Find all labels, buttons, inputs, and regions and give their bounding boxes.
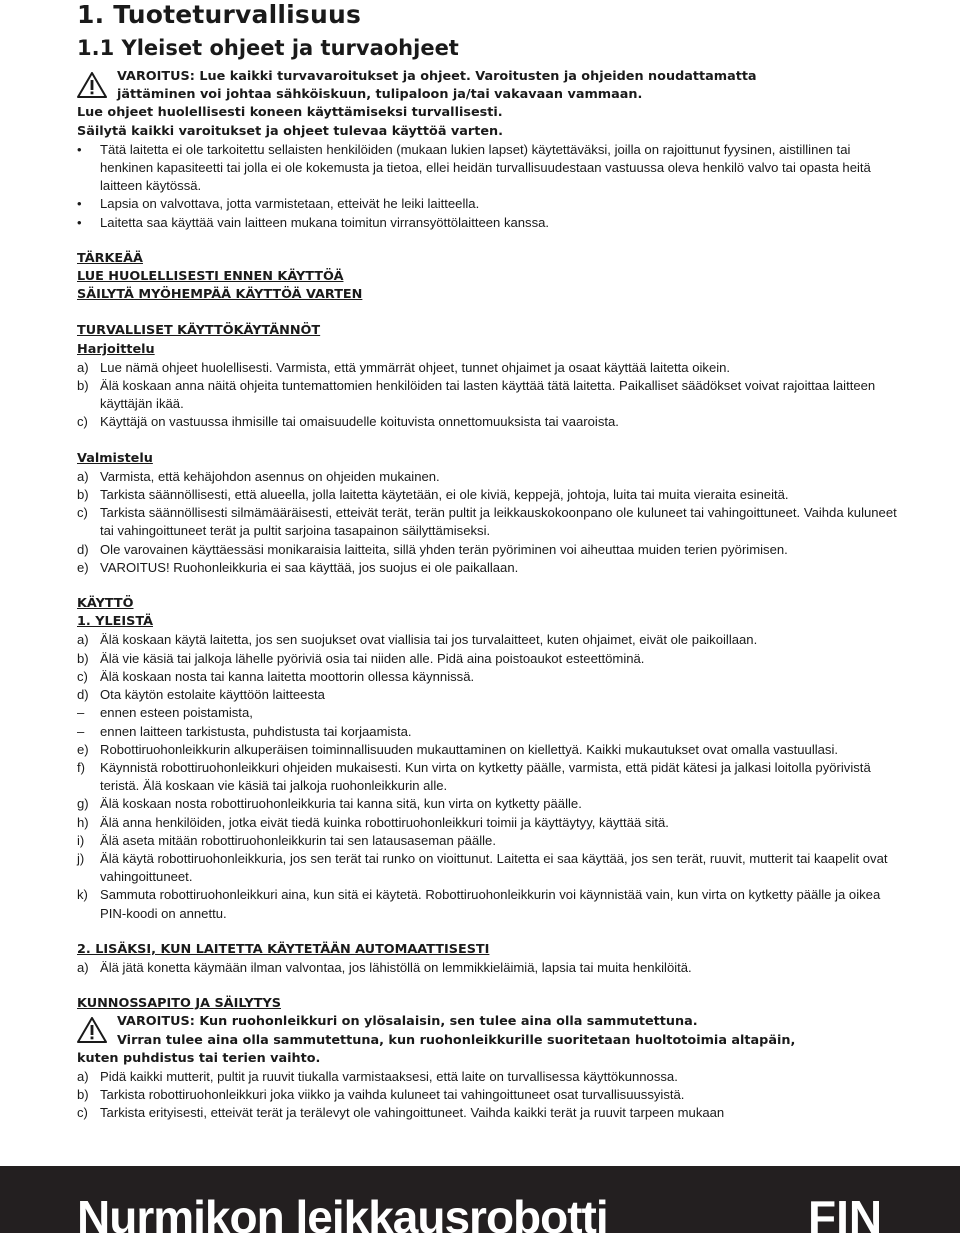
list-marker: a): [77, 959, 89, 975]
page-title: 1. Tuoteturvallisuus: [77, 0, 362, 29]
list-marker: b): [77, 650, 89, 666]
list-marker: d): [77, 687, 89, 703]
list-item-text: Älä koskaan anna näitä ohjeita tuntemattomien henkilöiden tai lasten käyttää tätä laitetta. Paikalliset säädökset voivat rajoittaa laitteen käyttäjän ikää.: [100, 378, 876, 412]
list-item: [77, 723, 897, 741]
bullet-list: [77, 141, 897, 232]
list-marker: e): [77, 559, 89, 575]
list-item-text: ennen esteen poistamista,: [100, 705, 253, 721]
list-marker: –: [77, 723, 85, 739]
list-item: [77, 850, 897, 886]
list-marker: i): [77, 832, 85, 848]
list-item-text: Ota käytön estolaite käyttöön laitteesta: [100, 687, 325, 703]
list-item-text: Älä jätä konetta käymään ilman valvontaa, jos lähistöllä on lemmikkieläimiä, lapsia tai muita henkilöitä.: [100, 959, 692, 975]
list-marker: a): [77, 359, 89, 375]
warning-block: [77, 1013, 897, 1049]
list-item: [77, 195, 897, 213]
list-item: [77, 814, 897, 832]
list-item-text: Älä koskaan käytä laitetta, jos sen suojukset ovat viallisia tai jos turvalaitteet, kuten ohjaimet, eivät ole paikoillaan.: [100, 632, 758, 648]
subsection-heading: Harjoittelu: [77, 341, 155, 357]
warning-line: VAROITUS: Kun ruohonleikkuri on ylösalaisin, sen tulee aina olla sammutettuna.: [117, 1014, 698, 1030]
list-item: [77, 631, 897, 649]
list-item: [77, 559, 897, 577]
warning-line: kuten puhdistus tai terien vaihto.: [77, 1050, 321, 1066]
list-item-text: Älä käytä robottiruohonleikkuria, jos sen terät tai runko on vioittunut. Laitetta ei saa käyttää, jos sen terät, ruuvit, mutterit tai kaapelit ovat vahingoittuneet.: [100, 850, 888, 885]
list-item-text: VAROITUS! Ruohonleikkuria ei saa käyttää, jos suojus ei ole paikallaan.: [100, 559, 519, 575]
maintenance-list: [77, 1068, 897, 1123]
warning-instruction: Lue ohjeet huolellisesti koneen käyttämiseksi turvallisesti.: [77, 105, 503, 121]
list-marker: c): [77, 505, 88, 521]
list-item-text: ennen laitteen tarkistusta, puhdistusta tai korjaamista.: [100, 723, 412, 739]
warning-triangle-icon: [77, 72, 107, 98]
list-item: [77, 959, 897, 977]
important-heading: TÄRKEÄÄ: [77, 250, 143, 266]
list-marker: a): [77, 1068, 89, 1084]
list-marker: c): [77, 668, 88, 684]
footer-banner: [0, 1166, 960, 1233]
warning-line: Virran tulee aina olla sammutettuna, kun ruohonleikkurille suoritetaan huoltotoimia altapäin,: [117, 1032, 796, 1048]
section-heading: KUNNOSSAPITO JA SÄILYTYS: [77, 996, 281, 1012]
list-item: [77, 377, 897, 413]
list-item: [77, 795, 897, 813]
list-item: [77, 504, 897, 540]
list-item: [77, 359, 897, 377]
important-heading: LUE HUOLELLISESTI ENNEN KÄYTTÖÄ: [77, 269, 344, 285]
list-item-text: Tätä laitetta ei ole tarkoitettu sellaisten henkilöiden (mukaan lukien lapset) käytettäväksi, joilla on rajoittunut fyysinen, aistillinen tai henkinen kapasiteetti tai jolla ei ole kokemusta ja tietoa, ellei heidän turvallisuudestaan vastuussa oleva henkilö valvo tai opasta heitä laitteen käytössä.: [100, 141, 871, 194]
footer-product-title: Nurmikon leikkausrobotti: [77, 1191, 608, 1233]
list-item: [77, 741, 897, 759]
bullet-marker: •: [77, 141, 82, 157]
list-item-text: Sammuta robottiruohonleikkuri aina, kun sitä ei käytetä. Robottiruohonleikkurin voi käynnistää vain, kun virta on kytketty päälle ja oikea PIN-koodi on annettu.: [100, 887, 881, 921]
list-item: [77, 413, 897, 431]
section-heading: KÄYTTÖ: [77, 596, 134, 612]
list-item-text: Älä koskaan nosta tai kanna laitetta moottorin ollessa käynnissä.: [100, 668, 475, 684]
footer-language-code: FIN: [808, 1191, 883, 1233]
maintenance-warning: [77, 1013, 897, 1068]
list-item: [77, 141, 897, 196]
section-title: 1.1 Yleiset ohjeet ja turvaohjeet: [77, 36, 459, 60]
list-item-text: Tarkista erityisesti, etteivät terät ja terälevyt ole vahingoittuneet. Vaihda kaikki terät ja ruuvit tarpeen mukaan: [100, 1105, 725, 1121]
list-item-text: Lue nämä ohjeet huolellisesti. Varmista, että ymmärrät ohjeet, tunnet ohjaimet ja osaat käyttää laitetta oikein.: [100, 359, 731, 375]
document-body: [77, 68, 897, 1123]
list-item: [77, 1104, 897, 1122]
list-item-text: Varmista, että kehäjohdon asennus on ohjeiden mukainen.: [100, 468, 440, 484]
list-marker: b): [77, 378, 89, 394]
list-marker: d): [77, 541, 89, 557]
training-list: [77, 359, 897, 432]
list-marker: c): [77, 1105, 88, 1121]
list-item: [77, 668, 897, 686]
list-marker: e): [77, 741, 89, 757]
warning-line: VAROITUS: Lue kaikki turvavaroitukset ja ohjeet. Varoitusten ja ohjeiden noudattamatta: [117, 69, 757, 84]
list-item-text: Lapsia on valvottava, jotta varmistetaan, etteivät he leiki laitteella.: [100, 196, 480, 212]
list-item-text: Tarkista säännöllisesti, että alueella, jolla laitetta käytetään, ei ole kiviä, keppejä, johtoja, luita tai muita vieraita esineitä.: [100, 487, 789, 503]
subsection-heading: 2. LISÄKSI, KUN LAITETTA KÄYTETÄÄN AUTOMAATTISESTI: [77, 941, 490, 957]
warning-instruction: Säilytä kaikki varoitukset ja ohjeet tulevaa käyttöä varten.: [77, 123, 503, 139]
list-marker: c): [77, 414, 88, 430]
list-marker: –: [77, 705, 85, 721]
section-heading: TURVALLISET KÄYTTÖKÄYTÄNNÖT: [77, 323, 321, 339]
list-item-text: Robottiruohonleikkurin alkuperäisen toiminnallisuuden mukauttaminen on kiellettyä. Kaikki mukautukset ovat omalla vastuullasi.: [100, 741, 839, 757]
list-marker: b): [77, 487, 89, 503]
list-item: [77, 486, 897, 504]
list-marker: a): [77, 468, 89, 484]
list-marker: k): [77, 887, 88, 903]
list-item-text: Ole varovainen käyttäessäsi monikaraisia laitteita, sillä yhden terän pyöriminen voi aiheuttaa muiden terien pyörimisen.: [100, 541, 788, 557]
list-item-text: Käynnistä robottiruohonleikkuri ohjeiden mukaisesti. Kun virta on kytketty päälle, varmista, että pidät kätesi ja jalkasi loitolla pyörivistä teristä. Älä koskaan vie käsiä tai jalkoja ruohonleikkurin alle.: [100, 759, 871, 794]
bullet-marker: •: [77, 196, 82, 212]
list-item: [77, 541, 897, 559]
warning-block: [77, 68, 897, 104]
list-marker: a): [77, 632, 89, 648]
subsection-heading: Valmistelu: [77, 450, 153, 466]
list-item-text: Pidä kaikki mutterit, pultit ja ruuvit tiukalla varmistaaksesi, että laite on turvallisessa käyttökunnossa.: [100, 1068, 678, 1084]
list-item: [77, 650, 897, 668]
list-item-text: Käyttäjä on vastuussa ihmisille tai omaisuudelle koituvista onnettomuuksista tai vaaroista.: [100, 414, 619, 430]
preparation-list: [77, 468, 897, 577]
list-item: [77, 886, 897, 922]
list-item: [77, 1086, 897, 1104]
bullet-marker: •: [77, 214, 82, 230]
general-list: [77, 631, 897, 922]
list-item: [77, 704, 897, 722]
list-marker: j): [77, 850, 85, 866]
list-item-text: Älä koskaan nosta robottiruohonleikkuria tai kanna sitä, kun virta on kytketty päälle.: [100, 796, 582, 812]
important-heading: SÄILYTÄ MYÖHEMPÄÄ KÄYTTÖÄ VARTEN: [77, 287, 363, 303]
list-item: [77, 468, 897, 486]
list-item-text: Älä vie käsiä tai jalkoja lähelle pyöriviä osia tai niiden alle. Pidä aina poistoaukot esteettöminä.: [100, 650, 645, 666]
list-marker: h): [77, 814, 89, 830]
list-item-text: Laitetta saa käyttää vain laitteen mukana toimitun virransyöttölaitteen kanssa.: [100, 214, 550, 230]
list-marker: f): [77, 759, 85, 775]
list-item: [77, 686, 897, 704]
list-item-text: Tarkista säännöllisesti silmämääräisesti, etteivät terät, terän pultit ja leikkauskokoonpano ole kuluneet tai vahingoittuneet. Vaihda kuluneet tai vahingoittuneet terät ja pultit sarjoina tasapainon säilyttämiseksi.: [100, 505, 897, 539]
subsection-heading: 1. YLEISTÄ: [77, 614, 154, 630]
list-item-text: Älä anna henkilöiden, jotka eivät tiedä kuinka robottiruohonleikkuri toimii ja käyttäytyy, käyttää sitä.: [100, 814, 669, 830]
warning-triangle-icon: [77, 1017, 107, 1043]
list-item: [77, 832, 897, 850]
list-item: [77, 759, 897, 795]
list-item-text: Tarkista robottiruohonleikkuri joka viikko ja vaihda kuluneet tai vahingoittuneet osat turvallisuussyistä.: [100, 1087, 685, 1103]
list-marker: b): [77, 1087, 89, 1103]
list-item: [77, 1068, 897, 1086]
list-item: [77, 214, 897, 232]
warning-line: jättäminen voi johtaa sähköiskuun, tulipaloon ja/tai vakavaan vammaan.: [117, 87, 643, 103]
list-marker: g): [77, 796, 89, 812]
list-item-text: Älä aseta mitään robottiruohonleikkurin tai sen latausaseman päälle.: [100, 832, 496, 848]
